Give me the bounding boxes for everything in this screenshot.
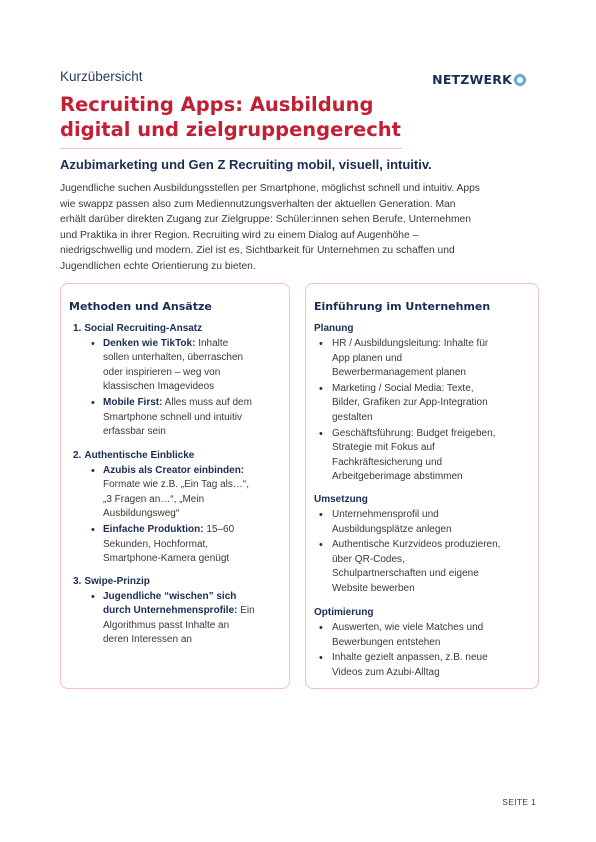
intro-line: Jugendlichen echte Orientierung zu bieten. <box>60 260 256 272</box>
list-item <box>314 621 534 650</box>
method-item-text: Smartphone schnell und intuitiv <box>103 411 242 423</box>
subtitle: Azubimarketing und Gen Z Recruiting mobil, visuell, intuitiv. <box>60 157 432 172</box>
list-item <box>314 651 534 680</box>
logo-text: NETZWERK <box>432 72 512 87</box>
intro-section-planung <box>314 322 534 486</box>
intro-section-optimierung <box>314 606 534 681</box>
method-item <box>89 396 287 440</box>
method-item-bold: Denken wie TikTok: <box>103 337 196 349</box>
page-title <box>60 92 460 142</box>
method-item <box>89 590 287 648</box>
list-item-text: HR / Ausbildungsleitung: Inhalte für <box>332 338 489 349</box>
logo-circle-icon <box>514 74 526 86</box>
method-section-title: Swipe-Prinzip <box>84 576 150 587</box>
method-item-text: Ausbildungsweg“ <box>103 508 180 520</box>
method-item-text: Smartphone-Kamera genügt <box>103 553 230 565</box>
page-number: SEITE 1 <box>502 797 536 807</box>
method-item-bold: Jugendliche “wischen” sich <box>103 590 237 602</box>
method-section-title: Social Recruiting-Ansatz <box>84 323 203 334</box>
method-section-2 <box>73 449 287 568</box>
introduction-card <box>305 283 539 689</box>
introduction-card-title: Einführung im Unternehmen <box>314 300 491 313</box>
list-item <box>314 427 534 485</box>
method-section-title: Authentische Einblicke <box>84 450 195 461</box>
method-item-bold: durch Unternehmensprofile: <box>103 605 238 617</box>
method-item-text: Alles muss auf dem <box>162 396 252 408</box>
list-item-text: Bewerbermanagement planen <box>332 367 466 379</box>
intro-section-umsetzung <box>314 493 534 598</box>
method-item-text: Algorithmus passt Inhalte an <box>103 619 230 631</box>
method-item-text: deren Interessen an <box>103 634 192 646</box>
list-item-text: Unternehmensprofil und <box>332 509 439 520</box>
list-item <box>314 508 534 537</box>
intro-paragraph <box>60 181 540 275</box>
list-item-text: Inhalte gezielt anpassen, z.B. neue <box>332 652 488 664</box>
list-item-text: Schulpartnerschaften und eigene <box>332 568 479 580</box>
intro-line: Jugendliche suchen Ausbildungsstellen per Smartphone, möglichst schnell und intuitiv. Apps <box>60 183 480 194</box>
method-section-num: 3. <box>73 576 82 587</box>
list-item-text: Website bewerben <box>332 582 415 594</box>
intro-line: erhält darüber direkten Zugang zur Zielgruppe: Schüler:innen sehen Berufe, Unternehmen <box>60 214 471 226</box>
list-item-text: Videos zum Azubi-Alltag <box>332 666 440 678</box>
title-line-1: Recruiting Apps: Ausbildung <box>60 93 374 116</box>
list-item <box>314 337 534 381</box>
netzwerk-logo <box>432 72 526 87</box>
method-item-bold: Azubis als Creator einbinden: <box>103 464 245 476</box>
list-item-text: Bewerbungen entstehen <box>332 636 441 648</box>
method-section-num: 2. <box>73 450 82 461</box>
method-item-text: Formate wie z.B. „Ein Tag als…“, <box>103 479 249 491</box>
method-item-text: Ein <box>237 605 255 617</box>
list-item-text: Authentische Kurzvideos produzieren, <box>332 539 501 551</box>
method-item-text: Inhalte <box>195 337 229 349</box>
kicker: Kurzübersicht <box>60 69 143 84</box>
method-item <box>89 464 287 522</box>
methods-card <box>60 283 290 689</box>
intro-line: wie swappz passen also zum Mediennutzungsverhalten der aktuellen Generation. Man <box>60 198 456 210</box>
section-heading: Optimierung <box>314 607 374 618</box>
method-item-text: klassischen Imagevideos <box>103 381 215 393</box>
title-divider <box>60 148 402 149</box>
method-item-text: sollen unterhalten, überraschen <box>103 352 244 364</box>
method-item <box>89 523 287 567</box>
intro-line: niedrigschwellig und modern. Ziel ist es, Sichtbarkeit für Unternehmen zu schaffen und <box>60 245 455 257</box>
title-line-2: digital und zielgruppengerecht <box>60 118 401 141</box>
method-section-head <box>73 322 287 337</box>
list-item-text: Auswerten, wie viele Matches und <box>332 622 484 633</box>
list-item-text: Bilder, Grafiken zur App-Integration <box>332 397 488 409</box>
list-item-text: Ausbildungsplätze anlegen <box>332 523 452 535</box>
method-item-text: „3 Fragen an…“, „Mein <box>103 493 205 505</box>
intro-line: und Praktika in ihrer Region. Recruiting wird zu einem Dialog auf Augenhöhe – <box>60 229 419 241</box>
method-item-text: erfassbar sein <box>103 426 166 438</box>
list-item-text: Fachkräftesicherung und <box>332 456 443 468</box>
method-item <box>89 337 287 395</box>
method-section-3 <box>73 575 287 649</box>
method-section-head <box>73 575 287 590</box>
methods-card-title: Methoden und Ansätze <box>69 300 212 313</box>
list-item-text: Marketing / Social Media: Texte, <box>332 382 474 394</box>
method-section-num: 1. <box>73 323 82 334</box>
method-item-text: 15–60 <box>203 523 235 535</box>
section-heading: Umsetzung <box>314 494 368 505</box>
list-item-text: Geschäftsführung: Budget freigeben, <box>332 427 496 439</box>
list-item <box>314 538 534 596</box>
list-item-text: App planen und <box>332 352 403 364</box>
list-item <box>314 382 534 426</box>
method-item-bold: Mobile First: <box>103 396 163 408</box>
method-section-head <box>73 449 287 464</box>
method-item-bold: Einfache Produktion: <box>103 523 204 535</box>
section-heading: Planung <box>314 323 354 334</box>
method-item-text: Sekunden, Hochformat, <box>103 538 209 550</box>
list-item-text: über QR-Codes, <box>332 553 405 565</box>
method-item-text: oder inspirieren – weg von <box>103 366 221 378</box>
list-item-text: gestalten <box>332 411 373 423</box>
list-item-text: Arbeitgeberimage abstimmen <box>332 471 463 483</box>
list-item-text: Strategie mit Fokus auf <box>332 442 435 454</box>
method-section-1 <box>73 322 287 441</box>
